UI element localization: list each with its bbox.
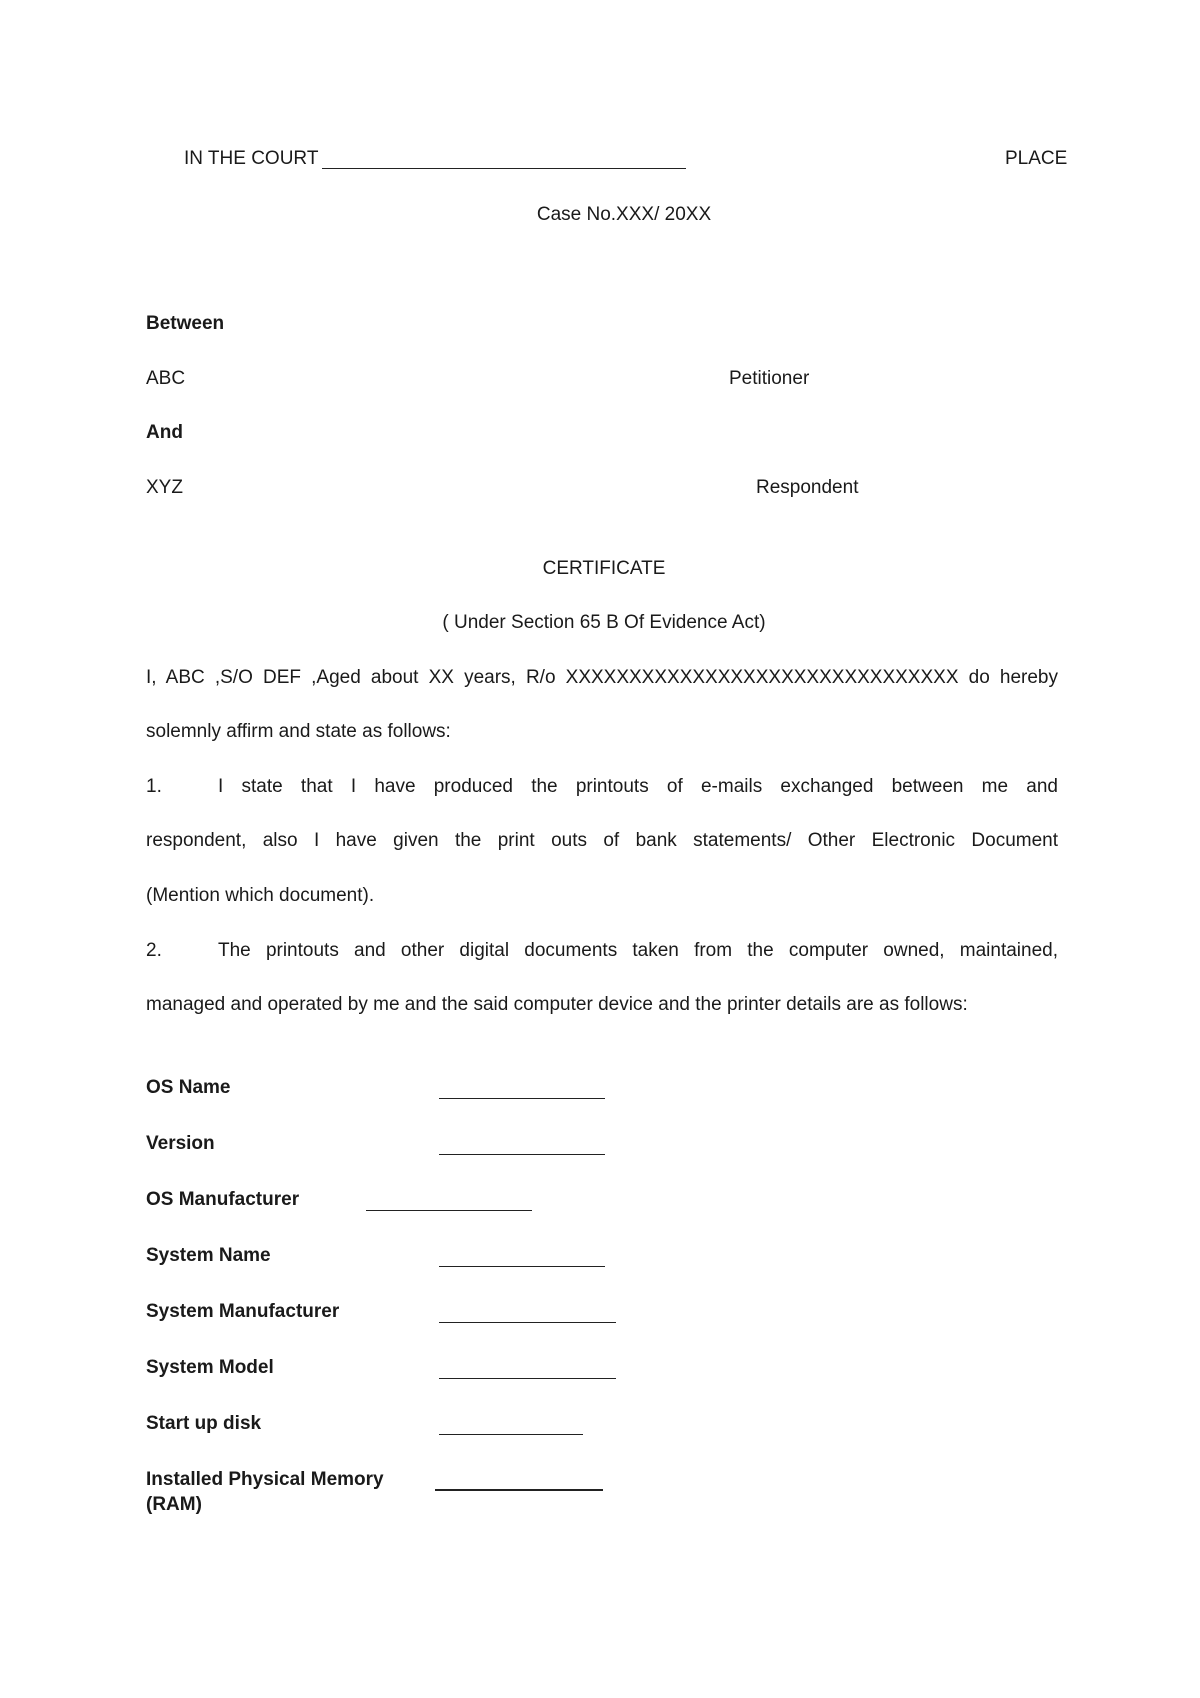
field-label-os-name: OS Name <box>146 1077 231 1098</box>
court-label: IN THE COURT <box>184 148 319 169</box>
and-label: And <box>146 422 183 443</box>
intro-line-2: solemnly affirm and state as follows: <box>146 721 451 742</box>
field-blank-system-model <box>439 1378 616 1379</box>
field-blank-system-name <box>439 1266 605 1267</box>
respondent-name: XYZ <box>146 477 183 498</box>
petitioner-name: ABC <box>146 368 186 389</box>
intro-line-1: I, ABC ,S/O DEF ,Aged about XX years, R/o XXXXXXXXXXXXXXXXXXXXXXXXXXXXXXX do hereby <box>146 667 1058 688</box>
place-label: PLACE <box>1005 148 1068 169</box>
item-2-line-1: The printouts and other digital documents taken from the computer owned, maintained, <box>218 940 1058 961</box>
field-blank-system-manufacturer <box>439 1322 616 1323</box>
item-2-number: 2. <box>146 940 162 961</box>
certificate-subtitle: ( Under Section 65 B Of Evidence Act) <box>442 612 766 633</box>
item-1-line-2: respondent, also I have given the print outs of bank statements/ Other Electronic Document <box>146 830 1058 851</box>
field-blank-startup-disk <box>439 1434 583 1435</box>
field-label-os-manufacturer: OS Manufacturer <box>146 1189 300 1210</box>
field-label-installed-memory: Installed Physical Memory (RAM) <box>146 1469 384 1515</box>
respondent-role: Respondent <box>756 477 859 498</box>
field-label-system-name: System Name <box>146 1245 271 1266</box>
item-2-line-2: managed and operated by me and the said computer device and the printer details are as follows: <box>146 994 968 1015</box>
field-blank-version <box>439 1154 605 1155</box>
field-label-system-model: System Model <box>146 1357 274 1378</box>
case-number: Case No.XXX/ 20XX <box>536 204 712 225</box>
field-label-version: Version <box>146 1133 215 1154</box>
field-label-startup-disk: Start up disk <box>146 1413 262 1434</box>
field-blank-os-name <box>439 1098 605 1099</box>
field-blank-os-manufacturer <box>366 1210 532 1211</box>
item-1-line-1: I state that I have produced the printouts of e-mails exchanged between me and <box>218 776 1058 797</box>
petitioner-role: Petitioner <box>729 368 810 389</box>
court-name-blank <box>322 168 686 169</box>
field-blank-installed-memory <box>435 1489 603 1491</box>
between-label: Between <box>146 313 225 334</box>
item-1-line-3: (Mention which document). <box>146 885 375 906</box>
item-1-number: 1. <box>146 776 162 797</box>
field-label-system-manufacturer: System Manufacturer <box>146 1301 340 1322</box>
certificate-title: CERTIFICATE <box>542 558 666 579</box>
